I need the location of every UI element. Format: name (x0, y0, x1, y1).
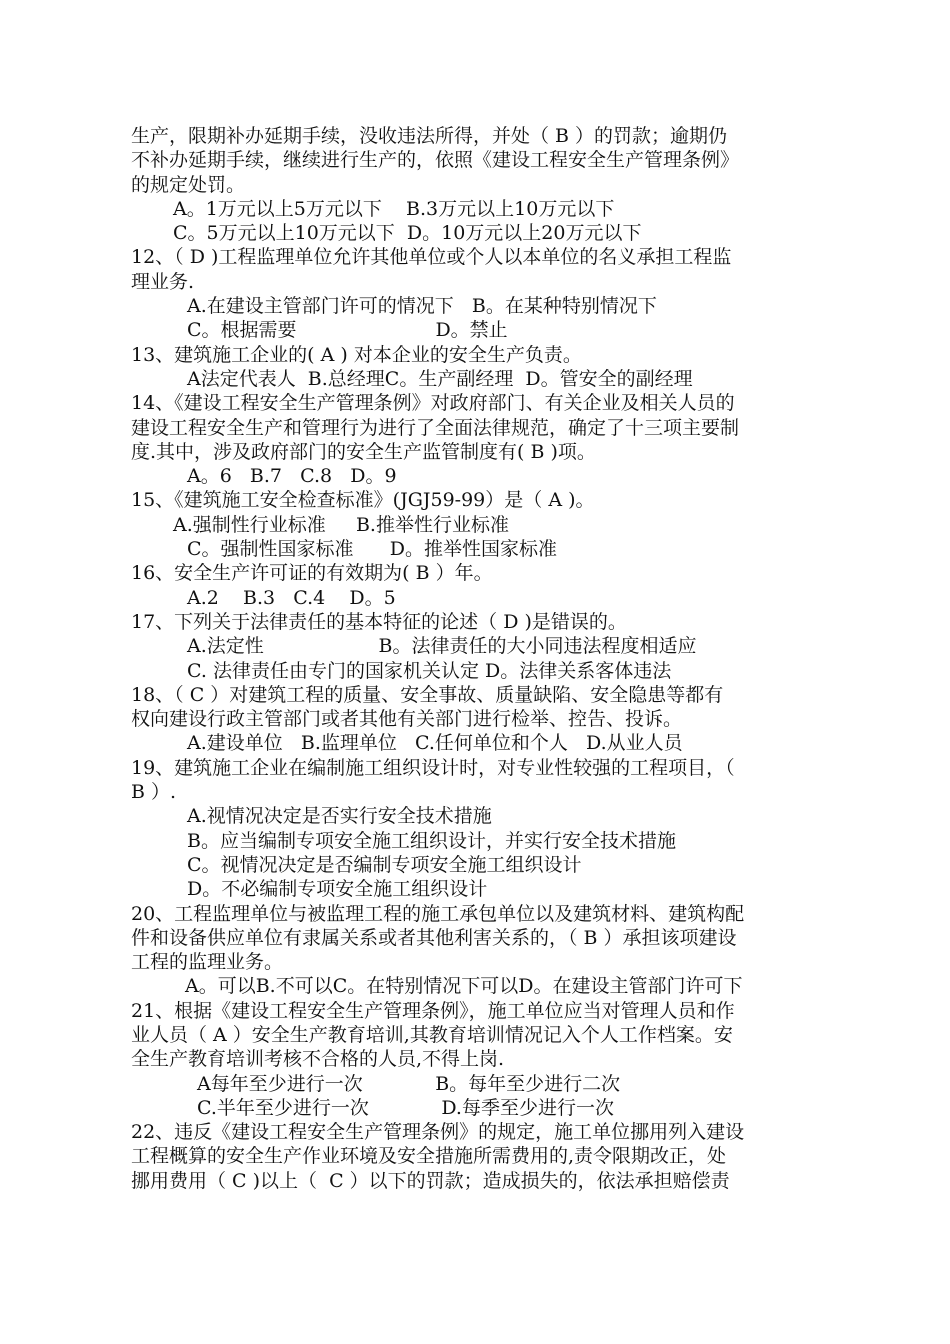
question-18: 18、（ C ）对建筑工程的质量、安全事故、质量缺陷、安全隐患等都有 (131, 683, 724, 706)
option-line: A法定代表人 B.总经理C。生产副经理 D。管安全的副经理 (187, 367, 693, 390)
text-line: 全生产教育培训考核不合格的人员,不得上岗. (131, 1048, 505, 1071)
text-line: 生产，限期补办延期手续，没收违法所得，并处（ B ）的罚款；逾期仍 (131, 125, 728, 147)
question-22: 22、违反《建设工程安全生产管理条例》的规定，施工单位挪用列入建设 (131, 1121, 745, 1144)
option-line: A。可以B.不可以C。在特别情况下可以D。在建设主管部门许可下 (185, 975, 743, 998)
option-line: A.法定性 B。法律责任的大小同违法程度相适应 (187, 635, 697, 658)
option-line: C。视情况决定是否编制专项安全施工组织设计 (187, 853, 582, 876)
option-line: A.视情况决定是否实行安全技术措施 (187, 805, 492, 828)
option-line: A.建设单位 B.监理单位 C.任何单位和个人 D.从业人员 (187, 732, 683, 755)
option-line: C。强制性国家标准 D。推举性国家标准 (187, 538, 558, 561)
option-line: A。1万元以上5万元以下 B.3万元以上10万元以下 (173, 197, 615, 220)
option-line: A.2 B.3 C.4 D。5 (187, 586, 396, 609)
question-19: 19、建筑施工企业在编制施工组织设计时，对专业性较强的工程项目，（ (131, 756, 735, 779)
text-line: 理业务. (131, 270, 195, 293)
option-line: C。根据需要 D。禁止 (187, 319, 508, 342)
text-line: 工程的监理业务。 (131, 951, 284, 974)
option-line: D。不必编制专项安全施工组织设计 (187, 878, 488, 901)
text-line: 不补办延期手续，继续进行生产的，依照《建设工程安全生产管理条例》 (131, 149, 740, 172)
option-line: A.强制性行业标准 B.推举性行业标准 (173, 513, 509, 536)
question-15: 15、《建筑施工安全检查标准》(JGJ59-99）是（ A )。 (131, 489, 595, 512)
text-line: 挪用费用（ C )以上（ C ）以下的罚款；造成损失的，依法承担赔偿责 (131, 1169, 730, 1192)
option-line: C.半年至少进行一次 D.每季至少进行一次 (197, 1096, 614, 1119)
option-line: B。应当编制专项安全施工组织设计，并实行安全技术措施 (187, 829, 676, 852)
option-line: A。6 B.7 C.8 D。9 (187, 465, 397, 488)
text-line: 权向建设行政主管部门或者其他有关部门进行检举、控告、投诉。 (131, 708, 683, 731)
question-14: 14、《建设工程安全生产管理条例》对政府部门、有关企业及相关人员的 (131, 392, 735, 415)
text-line: 业人员（ A ）安全生产教育培训,其教育培训情况记入个人工作档案。安 (131, 1023, 733, 1046)
question-16: 16、安全生产许可证的有效期为( B ）年。 (131, 562, 493, 585)
question-20: 20、工程监理单位与被监理工程的施工承包单位以及建筑材料、建筑构配 (131, 902, 745, 925)
document-body (131, 124, 851, 1193)
text-line: 建设工程安全生产和管理行为进行了全面法律规范，确定了十三项主要制 (131, 416, 740, 439)
option-line: C. 法律责任由专门的国家机关认定 D。法律关系客体违法 (187, 659, 672, 682)
option-line: A.在建设主管部门许可的情况下 B。在某种特别情况下 (187, 295, 657, 318)
text-line: 度.其中，涉及政府部门的安全生产监管制度有( B )项。 (131, 440, 596, 463)
option-line: A每年至少进行一次 B。每年至少进行二次 (197, 1072, 621, 1095)
text-line: 的规定处罚。 (131, 173, 246, 196)
question-12: 12、（ D )工程监理单位允许其他单位或个人以本单位的名义承担工程监 (131, 246, 732, 269)
text-line: B ）. (131, 781, 177, 804)
text-line: 件和设备供应单位有隶属关系或者其他利害关系的，（ B ）承担该项建设 (131, 926, 737, 949)
text-line: 工程概算的安全生产作业环境及安全措施所需费用的,责令限期改正，处 (131, 1145, 727, 1168)
question-21: 21、根据《建设工程安全生产管理条例》，施工单位应当对管理人员和作 (131, 999, 735, 1022)
option-line: C。5万元以上10万元以下 D。10万元以上20万元以下 (173, 222, 642, 245)
question-17: 17、下列关于法律责任的基本特征的论述（ D )是错误的。 (131, 610, 627, 633)
question-13: 13、建筑施工企业的( A ) 对本企业的安全生产负责。 (131, 343, 582, 366)
